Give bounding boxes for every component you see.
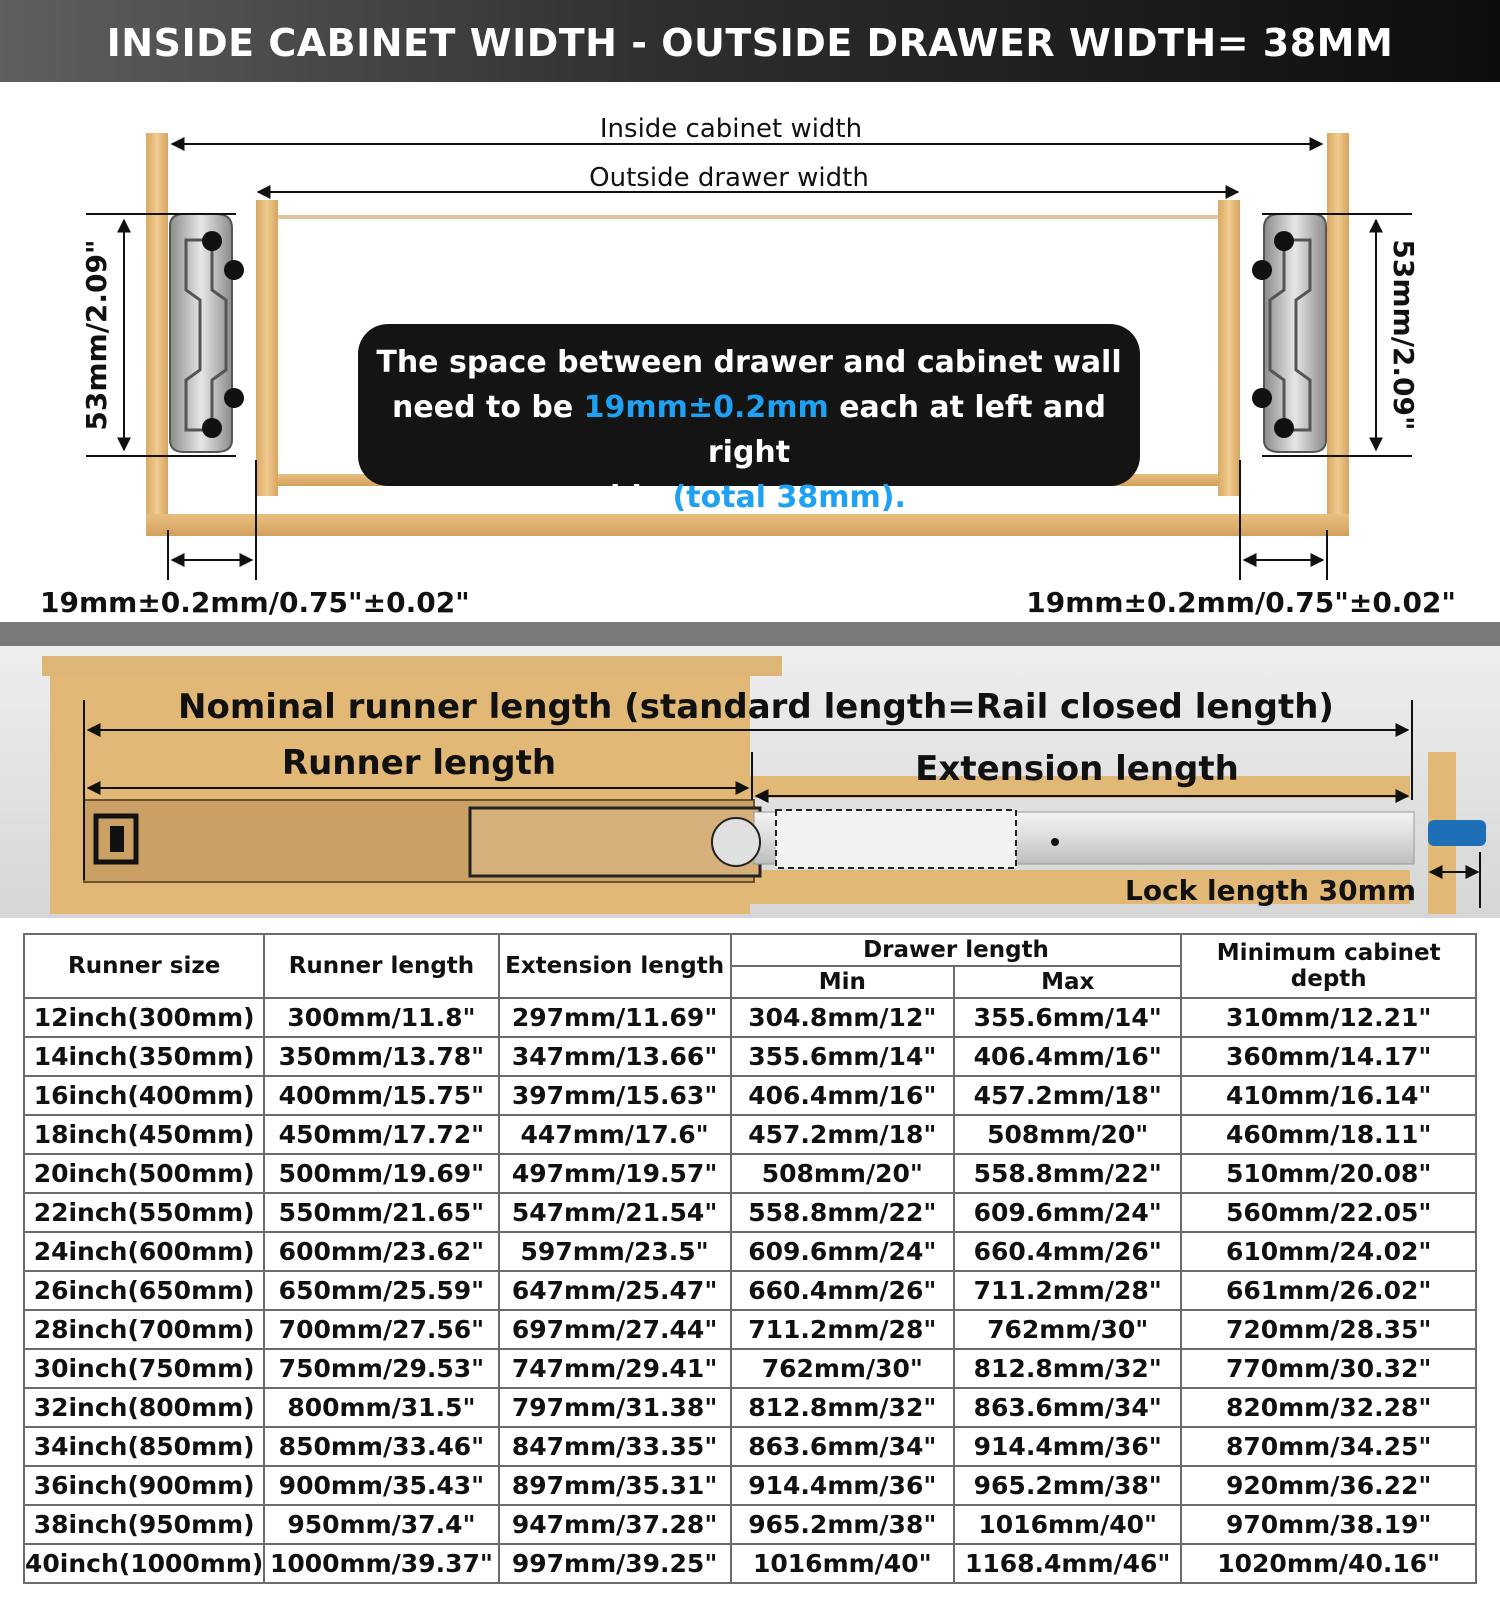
header-min: Min: [731, 966, 954, 998]
table-cell: 863.6mm/34": [954, 1388, 1181, 1427]
table-cell: 22inch(550mm): [24, 1193, 264, 1232]
table-cell: 847mm/33.35": [499, 1427, 731, 1466]
table-cell: 711.2mm/28": [954, 1271, 1181, 1310]
table-cell: 550mm/21.65": [264, 1193, 498, 1232]
table-cell: 800mm/31.5": [264, 1388, 498, 1427]
nominal-length-label: Nominal runner length (standard length=Rail closed length): [178, 687, 1334, 727]
table-cell: 750mm/29.53": [264, 1349, 498, 1388]
cabinet-top-board: [42, 656, 782, 676]
table-cell: 1020mm/40.16": [1181, 1544, 1476, 1583]
table-cell: 711.2mm/28": [731, 1310, 954, 1349]
table-body: [24, 998, 1476, 1583]
table-row: [24, 1076, 1476, 1115]
table-row: [24, 1193, 1476, 1232]
table-cell: 34inch(850mm): [24, 1427, 264, 1466]
release-lever: [712, 818, 760, 866]
page-header: [0, 0, 1500, 82]
table-cell: 914.4mm/36": [731, 1466, 954, 1505]
table-row: [24, 1037, 1476, 1076]
table-cell: 850mm/33.46": [264, 1427, 498, 1466]
header-runner-size: Runner size: [24, 934, 264, 998]
table-cell: 497mm/19.57": [499, 1154, 731, 1193]
runner-length-diagram: [0, 646, 1500, 918]
table-cell: 558.8mm/22": [954, 1154, 1181, 1193]
right-runner-profile: [1252, 214, 1326, 452]
table-cell: 16inch(400mm): [24, 1076, 264, 1115]
table-cell: 610mm/24.02": [1181, 1232, 1476, 1271]
callout-line-1: The space between drawer and cabinet wall: [376, 345, 1122, 380]
table-cell: 1016mm/40": [731, 1544, 954, 1583]
table-cell: 820mm/32.28": [1181, 1388, 1476, 1427]
table-cell: 762mm/30": [954, 1310, 1181, 1349]
lock-handle: [1428, 820, 1486, 846]
table-cell: 720mm/28.35": [1181, 1310, 1476, 1349]
table-cell: 36inch(900mm): [24, 1466, 264, 1505]
table-cell: 40inch(1000mm): [24, 1544, 264, 1583]
runner-diagram-svg: [0, 646, 1500, 918]
table-row: [24, 1427, 1476, 1466]
table-cell: 900mm/35.43": [264, 1466, 498, 1505]
callout-line-3-pre: side: [592, 480, 673, 515]
table-cell: 300mm/11.8": [264, 998, 498, 1037]
table-cell: 747mm/29.41": [499, 1349, 731, 1388]
table-cell: 12inch(300mm): [24, 998, 264, 1037]
table-cell: 863.6mm/34": [731, 1427, 954, 1466]
table-cell: 450mm/17.72": [264, 1115, 498, 1154]
table-cell: 347mm/13.66": [499, 1037, 731, 1076]
callout-line-2-pre: need to be: [392, 390, 584, 425]
table-row: [24, 1271, 1476, 1310]
table-cell: 609.6mm/24": [731, 1232, 954, 1271]
table-cell: 457.2mm/18": [954, 1076, 1181, 1115]
table-cell: 397mm/15.63": [499, 1076, 731, 1115]
table-cell: 597mm/23.5": [499, 1232, 731, 1271]
table-cell: 965.2mm/38": [731, 1505, 954, 1544]
table-cell: 460mm/18.11": [1181, 1115, 1476, 1154]
table-cell: 24inch(600mm): [24, 1232, 264, 1271]
table-cell: 600mm/23.62": [264, 1232, 498, 1271]
drawer-back: [278, 215, 1218, 219]
table-cell: 661mm/26.02": [1181, 1271, 1476, 1310]
table-row: [24, 1115, 1476, 1154]
header-drawer-length: Drawer length: [731, 934, 1182, 966]
table-cell: 297mm/11.69": [499, 998, 731, 1037]
table-cell: 660.4mm/26": [954, 1232, 1181, 1271]
table-row: [24, 1466, 1476, 1505]
table-cell: 500mm/19.69": [264, 1154, 498, 1193]
table-row: [24, 1505, 1476, 1544]
table-cell: 400mm/15.75": [264, 1076, 498, 1115]
height-label-left: 53mm/2.09": [80, 239, 113, 431]
inside-cabinet-width-label: Inside cabinet width: [599, 114, 863, 144]
table-cell: 1016mm/40": [954, 1505, 1181, 1544]
table-cell: 406.4mm/16": [731, 1076, 954, 1115]
table-cell: 30inch(750mm): [24, 1349, 264, 1388]
header-runner-length: Runner length: [264, 934, 498, 998]
table-cell: 558.8mm/22": [731, 1193, 954, 1232]
table-cell: 508mm/20": [731, 1154, 954, 1193]
table-cell: 447mm/17.6": [499, 1115, 731, 1154]
gap-label-left: 19mm±0.2mm/0.75"±0.02": [40, 586, 470, 619]
table-cell: 965.2mm/38": [954, 1466, 1181, 1505]
table-row: [24, 1388, 1476, 1427]
table-row: [24, 1310, 1476, 1349]
table-cell: 355.6mm/14": [731, 1037, 954, 1076]
left-runner-profile: [170, 214, 244, 452]
table-cell: 38inch(950mm): [24, 1505, 264, 1544]
table-cell: 360mm/14.17": [1181, 1037, 1476, 1076]
lock-length-label: Lock length 30mm: [1125, 874, 1416, 907]
table-row: [24, 1232, 1476, 1271]
table-cell: 970mm/38.19": [1181, 1505, 1476, 1544]
callout-highlight-tolerance: 19mm±0.2mm: [583, 390, 829, 425]
drawer-right-side: [1218, 200, 1240, 496]
table-cell: 310mm/12.21": [1181, 998, 1476, 1037]
table-cell: 508mm/20": [954, 1115, 1181, 1154]
ball-bearing-cage: [776, 810, 1016, 868]
table-row: [24, 1349, 1476, 1388]
table-cell: 897mm/35.31": [499, 1466, 731, 1505]
table-cell: 410mm/16.14": [1181, 1076, 1476, 1115]
table-cell: 762mm/30": [731, 1349, 954, 1388]
header-max: Max: [954, 966, 1181, 998]
table-cell: 997mm/39.25": [499, 1544, 731, 1583]
runner-spec-table: [23, 933, 1477, 1584]
table-cell: 650mm/25.59": [264, 1271, 498, 1310]
table-cell: 770mm/30.32": [1181, 1349, 1476, 1388]
section-divider: [0, 622, 1500, 646]
gap-label-right: 19mm±0.2mm/0.75"±0.02": [1026, 586, 1456, 619]
table-row: [24, 1544, 1476, 1583]
table-cell: 812.8mm/32": [731, 1388, 954, 1427]
table-cell: 20inch(500mm): [24, 1154, 264, 1193]
table-cell: 304.8mm/12": [731, 998, 954, 1037]
table-cell: 947mm/37.28": [499, 1505, 731, 1544]
callout-line-3: [358, 475, 1140, 520]
table-cell: 950mm/37.4": [264, 1505, 498, 1544]
table-cell: 1000mm/39.37": [264, 1544, 498, 1583]
header-title: INSIDE CABINET WIDTH - OUTSIDE DRAWER WIDTH= 38MM: [106, 21, 1394, 65]
table-cell: 28inch(700mm): [24, 1310, 264, 1349]
callout-line-2-post: each at left and right: [707, 390, 1106, 470]
spacing-callout: [358, 324, 1140, 515]
rail-hole: [1051, 838, 1059, 846]
table-cell: 1168.4mm/46": [954, 1544, 1181, 1583]
table-cell: 510mm/20.08": [1181, 1154, 1476, 1193]
runner-length-label: Runner length: [281, 743, 557, 783]
table-cell: 797mm/31.38": [499, 1388, 731, 1427]
table-cell: 647mm/25.47": [499, 1271, 731, 1310]
table-row: [24, 1154, 1476, 1193]
table-cell: 914.4mm/36": [954, 1427, 1181, 1466]
cabinet-right-wall: [1327, 133, 1349, 535]
table-cell: 350mm/13.78": [264, 1037, 498, 1076]
table-cell: 812.8mm/32": [954, 1349, 1181, 1388]
table-row: [24, 998, 1476, 1037]
outside-drawer-width-label: Outside drawer width: [589, 163, 869, 193]
table-cell: 870mm/34.25": [1181, 1427, 1476, 1466]
cabinet-left-wall: [146, 133, 168, 535]
table-cell: 355.6mm/14": [954, 998, 1181, 1037]
table-cell: 18inch(450mm): [24, 1115, 264, 1154]
cabinet-width-diagram: [0, 82, 1500, 622]
drawer-left-side: [256, 200, 278, 496]
table-cell: 920mm/36.22": [1181, 1466, 1476, 1505]
table-cell: 560mm/22.05": [1181, 1193, 1476, 1232]
table-cell: 609.6mm/24": [954, 1193, 1181, 1232]
table-cell: 26inch(650mm): [24, 1271, 264, 1310]
table-cell: 406.4mm/16": [954, 1037, 1181, 1076]
table-cell: 697mm/27.44": [499, 1310, 731, 1349]
table-cell: 14inch(350mm): [24, 1037, 264, 1076]
height-label-right: 53mm/2.09": [1387, 239, 1420, 431]
table-cell: 547mm/21.54": [499, 1193, 731, 1232]
table-cell: 700mm/27.56": [264, 1310, 498, 1349]
callout-highlight-total: (total 38mm).: [672, 480, 906, 515]
header-extension-length: Extension length: [499, 934, 731, 998]
table-cell: 32inch(800mm): [24, 1388, 264, 1427]
extension-length-label: Extension length: [915, 749, 1239, 789]
table-cell: 660.4mm/26": [731, 1271, 954, 1310]
header-min-cabinet-depth: Minimum cabinet depth: [1181, 934, 1476, 998]
table-cell: 457.2mm/18": [731, 1115, 954, 1154]
callout-line-2: [358, 385, 1140, 475]
